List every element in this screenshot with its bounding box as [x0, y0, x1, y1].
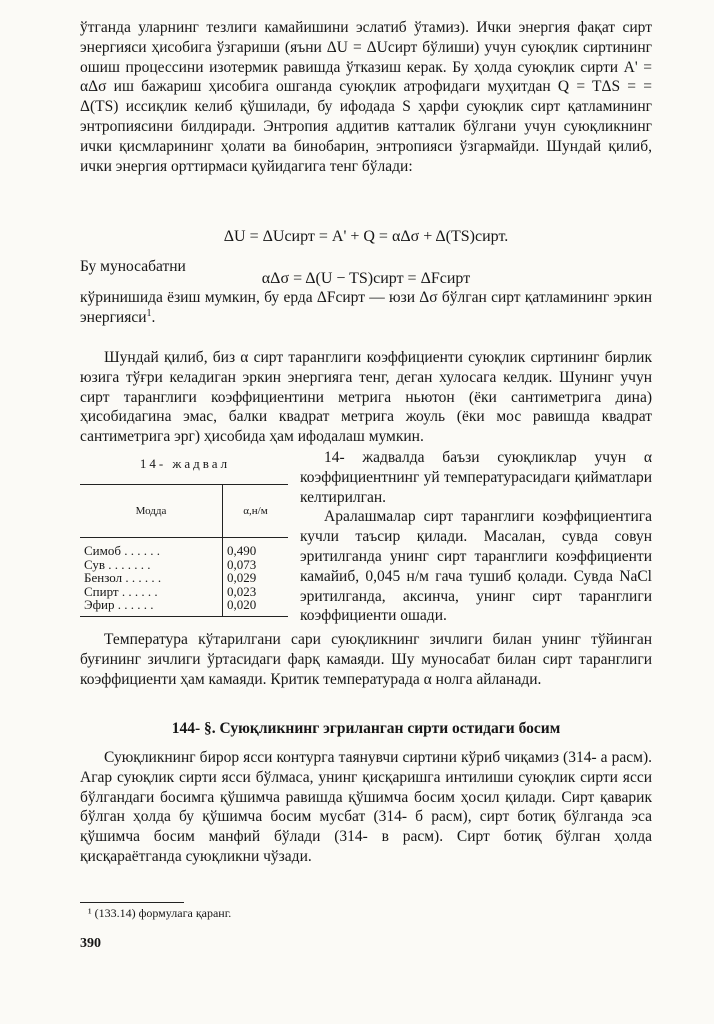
- table-cell-substance: Симоб . . . . . .: [80, 538, 223, 558]
- table-cell-value: 0,029: [227, 570, 257, 585]
- paragraph-curved-surface-text: Суюқликнинг бирор ясси контурга таянувчи сиртини кўриб чиқамиз (314- а расм). Агар суюқлик сирти ясси бўлмаса, унинг қисқаришга интилиши суюқлик сирти ясси бўлгандаги босимга қўшимча равишда қўшимча босим ҳосил қилади. Сирт қаварик бўлган ҳолда бу қўшимча босим мусбат (314- б расм), сирт ботиқ бўлганда эса қўшимча босим манфий бўлади (314- в расм). Сирт ботиқ бўлган ҳолда қисқараётганда суюқликни чўзади.: [80, 749, 652, 865]
- paragraph-internal-energy: ўтганда уларнинг тезлиги камайишини эслатиб ўтамиз). Ички энергия фақат сирт энергияси ҳисобига ўзгариши (яъни ΔU = ΔUсирт бўлиши) учун суюқлик сиртининг ошиш процессини изотермик равишда ўтказиш керак. Бу ҳолда суюқлик сирти A' = αΔσ иш бажариш ҳисобига ошганда суюқлик атрофидаги муҳитдан Q = TΔS = = Δ(TS) иссиқлик келиб қўшилади, бу ифодада S ҳарфи суюқлик сирт қатламининг энтропиясини билдиради. Энтропия аддитив катталик бўлгани учун суюқликнинг ички қисмларининг ҳолати ва бинобарин, энтропияси ўзгармайди. Шундай қилиб, ички энергия орттирмаси қуйидагига тенг бўлади:: [80, 19, 652, 175]
- table-cell-value: 0,073: [227, 556, 257, 572]
- paragraph-conclusion: [80, 348, 652, 447]
- table-cell-substance: Бензол . . . . . .: [80, 571, 223, 585]
- paragraph-free-energy-text: кўринишида ёзиш мумкин, бу ерда ΔFсирт — юзи Δσ бўлган сирт қатламининг эркин энергияси: [80, 289, 652, 326]
- section-heading: 144- §. Суюқликнинг эгриланган сирти остидаги босим: [171, 720, 561, 737]
- footnote-divider: [80, 902, 184, 903]
- paragraph-conclusion-text: Шундай қилиб, биз α сирт таранглиги коэффициенти суюқлик сиртининг бирлик юзига тўғри келадиган эркин энергияга тенг, деган хулосага келдик. Шунинг учун сирт таранглиги коэффициентини метрига ньютон (ёки сантиметрига дина) ҳисобидагина эмас, балки квадрат метрига жоуль (ёки мос равишда квадрат сантиметрига эрг) ҳисобида ҳам ифодалаш мумкин.: [80, 349, 652, 446]
- relation-intro: Бу муносабатни: [80, 258, 186, 275]
- paragraph-admixtures: Аралашмалар сирт таранглиги коэффициентига кучли таъсир қилади. Масалан, сувда совун эритилганда унинг сирт таранглиги коэффициенти камайиб, 0,045 н/м гача тушиб қолади. Сувда NaCl эритилганда, аксинча, унинг сирт таранглиги коэффициенти ошади.: [300, 508, 652, 625]
- table-caption: 14- жадвал: [139, 456, 231, 471]
- paragraph-curved-surface: [80, 748, 652, 867]
- table-cell-substance: Сув . . . . . . .: [80, 558, 223, 572]
- footnote-marker: 1: [146, 307, 152, 319]
- surface-tension-table: [80, 484, 288, 617]
- table-cell-substance: Эфир . . . . . .: [80, 598, 223, 616]
- table-row: [80, 598, 288, 616]
- table-cell-value: 0,490: [227, 543, 257, 558]
- table-row: [80, 585, 288, 599]
- table-cell-value: 0,023: [227, 583, 257, 599]
- page-number: 390: [80, 936, 101, 951]
- paragraph-table-description: [300, 448, 652, 626]
- paragraph-temperature-text: Температура кўтарилгани сари суюқликнинг зичлиги билан унинг тўйинган буғининг зичлиги ўртасидаги фарқ камаяди. Шу муносабат билан сирт таранглиги коэффициенти ҳам камаяди. Критик температурада α нолга айланади.: [80, 631, 652, 688]
- table-header-substance: Модда: [80, 485, 223, 538]
- table-cell-value: 0,020: [223, 598, 289, 616]
- footnote: ¹ (133.14) формулага қаранг.: [88, 906, 232, 920]
- table-row: [80, 538, 288, 558]
- table-header-value: α,н/м: [223, 485, 289, 538]
- table-row: [80, 558, 288, 572]
- table-cell-substance: Спирт . . . . . .: [80, 585, 223, 599]
- paragraph-temperature: [80, 630, 652, 689]
- table-row: [80, 571, 288, 585]
- paragraph-free-energy: кўринишида ёзиш мумкин, бу ерда ΔFсирт — юзи Δσ бўлган сирт қатламининг эркин энергияси$^1$.: [80, 289, 652, 326]
- equation-free-energy: αΔσ = Δ(U − TS)сирт = ΔFсирт: [261, 270, 471, 287]
- paragraph-table-intro: 14- жадвалда баъзи суюқликлар учун α коэффициентнинг уй температурасидаги қийматлари келтирилган.: [300, 449, 652, 506]
- equation-internal-energy: ΔU = ΔUсирт = A' + Q = αΔσ + Δ(TS)сирт.: [223, 228, 509, 245]
